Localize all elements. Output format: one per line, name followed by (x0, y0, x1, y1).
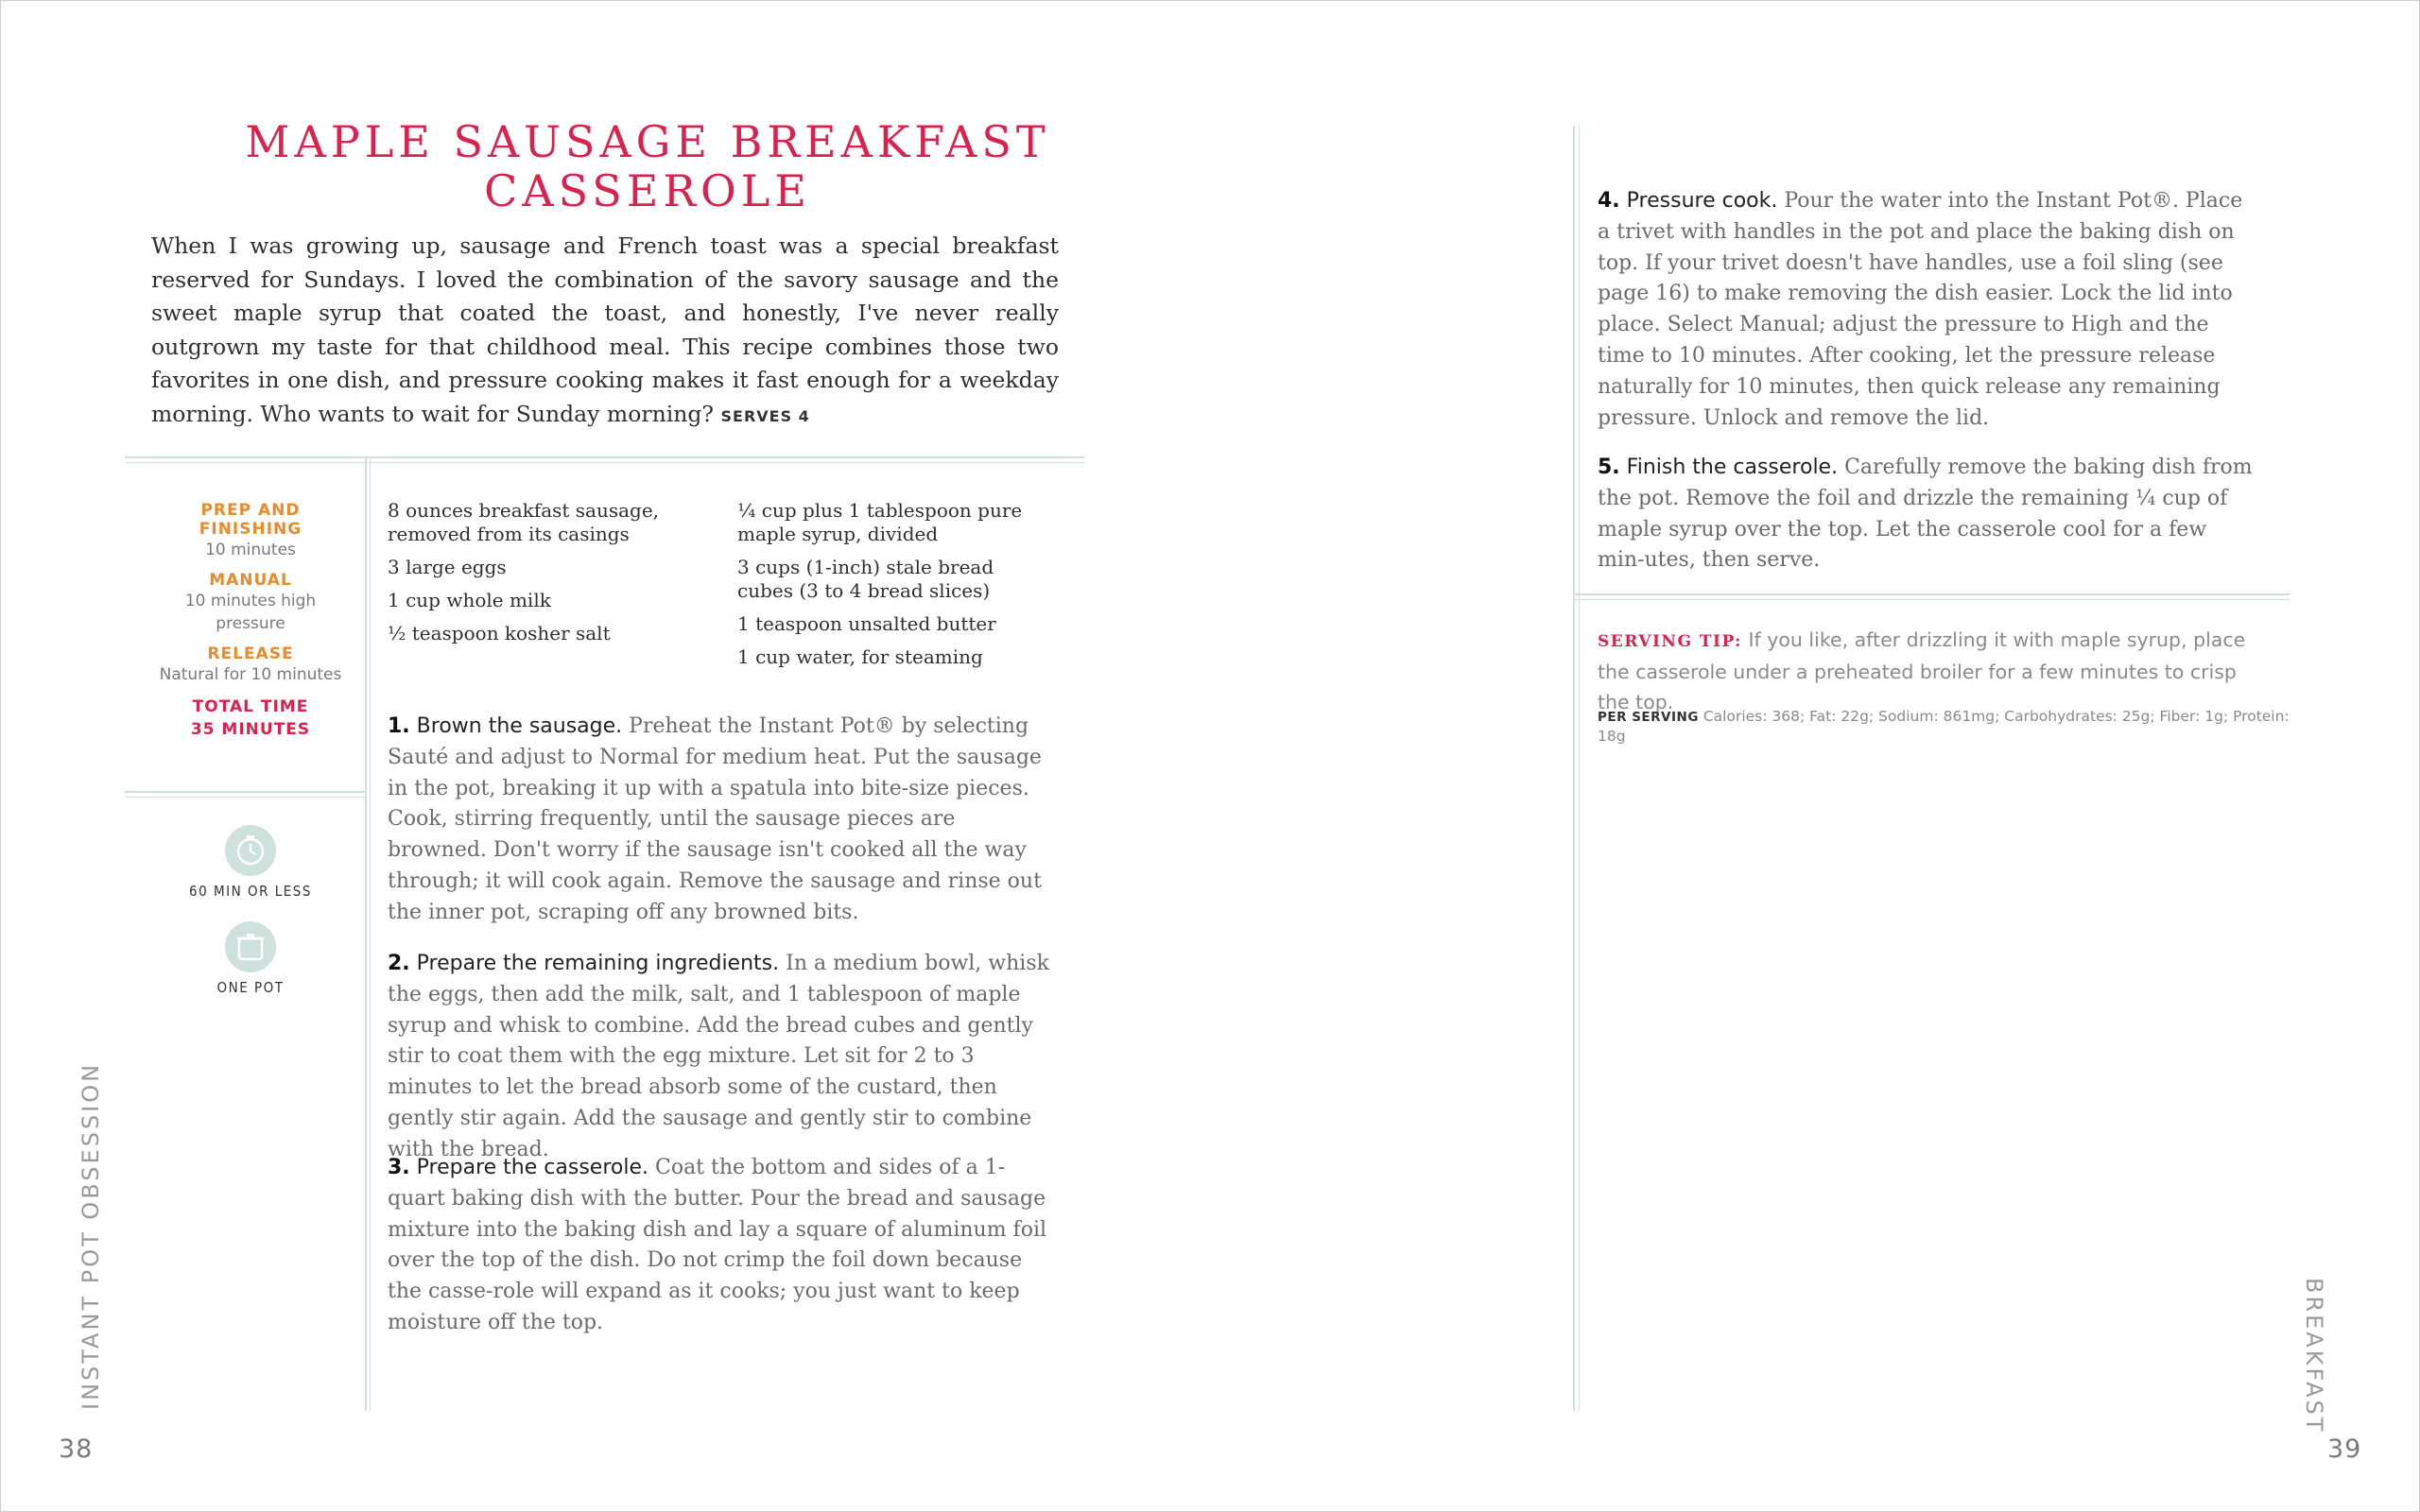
prep-label: PREP AND (200, 501, 301, 520)
page-number-right: 39 (2327, 1435, 2362, 1464)
ingredient-item: 1 cup whole milk (388, 589, 551, 611)
recipe-title (123, 117, 1172, 216)
top-rule (125, 456, 1084, 458)
pot-icon (225, 921, 276, 972)
ingredient-item: 3 cups (1-inch) stale bread cubes (3 to 4 bread slices) (737, 556, 994, 602)
release-value: Natural for 10 minutes (159, 665, 342, 684)
ingredients-right (737, 499, 1078, 679)
tip-rule (1575, 593, 2290, 595)
step-1: 1. Brown the sausage. Preheat the Instant Pot® by selecting Sauté and adjust to Normal for medium heat. Put the sausage in the pot, breaking it up with a spatula into bite-size pieces. Cook, stirring frequently, until the sausage pieces are browned. Don't worry if the sausage isn't cooked all the way through; it will cook again. Remove the sausage and rinse out the inner pot, scraping off any browned bits. (388, 714, 1042, 924)
ingredient-item: 1 cup water, for steaming (737, 645, 983, 668)
manual-label: MANUAL (209, 571, 292, 590)
title-line-1: MAPLE SAUSAGE BREAKFAST (245, 116, 1050, 167)
clock-icon (225, 825, 276, 876)
title-line-2: CASSEROLE (484, 165, 811, 217)
nutrition-info (1598, 707, 2316, 746)
release-label: RELEASE (207, 644, 294, 663)
badge-60-min-label: 60 MIN OR LESS (189, 883, 312, 900)
right-column-rule (1573, 126, 1575, 1411)
total-time-label: TOTAL TIME (192, 697, 309, 716)
top-rule-thin (125, 462, 1084, 463)
step-4: 4. Pressure cook. Pour the water into the Instant Pot®. Place a trivet with handles in the pot and place the baking dish on top. If your trivet doesn't have handles, use a foil sling (see page 16) to make removing the dish easier. Lock the lid into place. Select Manual; adjust the pressure to High and the time to 10 minutes. After cooking, let the pressure release naturally for 10 minutes, then quick release any remaining pressure. Unlock and remove the lid. (1598, 189, 2243, 430)
time-sidebar (123, 501, 378, 741)
nutrition-label: PER SERVING (1598, 710, 1699, 725)
recipe-intro (151, 230, 1059, 434)
serves-label: SERVES 4 (720, 406, 810, 425)
total-time-value: 35 MINUTES (190, 720, 311, 739)
manual-value-2: pressure (216, 614, 285, 633)
sidebar-rule-thin (125, 797, 367, 798)
running-head-right: BREAKFAST (2301, 1278, 2327, 1435)
ingredient-item: ¼ cup plus 1 tablespoon pure maple syrup, divided (737, 499, 1023, 545)
prep-label-2: FINISHING (199, 520, 302, 539)
page-number-left: 38 (59, 1435, 94, 1464)
prep-value: 10 minutes (205, 541, 296, 559)
ingredient-item: 3 large eggs (388, 556, 507, 578)
step-3: 3. Prepare the casserole. Coat the bottom and sides of a 1-quart baking dish with the butter. Pour the bread and sausage mixture into the baking dish and lay a square of aluminum foil over the top of the dish. Do not crimp the foil down because the casse-role will expand as it cooks; you just want to keep moisture off the top. (388, 1156, 1047, 1334)
nutrition-text: Calories: 368; Fat: 22g; Sodium: 861mg; Carbohydrates: 25g; Fiber: 1g; Protein: 18g (1598, 708, 2290, 745)
ingredients-left (388, 499, 728, 655)
running-head-left: INSTANT POT OBSESSION (78, 1061, 104, 1410)
step-5: 5. Finish the casserole. Carefully remove the baking dish from the pot. Remove the foil and drizzle the remaining ¼ cup of maple syrup over the top. Let the casserole cool for a few min-utes, then serve. (1598, 455, 2253, 573)
intro-text: When I was growing up, sausage and French toast was a special breakfast reserved for Sundays. I loved the combination of the savory sausage and the sweet maple syrup that coated the toast, and honestly, I've never really outgrown my taste for that childhood meal. This recipe combines those two favorites in one dish, and pressure cooking makes it fast enough for a weekday morning. Who wants to wait for Sunday morning? (151, 232, 1059, 427)
right-column-rule-thin (1579, 126, 1580, 1411)
ingredient-item: 8 ounces breakfast sausage, removed from its casings (388, 499, 660, 545)
ingredient-item: 1 teaspoon unsalted butter (737, 612, 996, 635)
tip-rule-thin (1575, 599, 2290, 600)
serving-tip-text: If you like, after drizzling it with maple syrup, place the casserole under a preheated broiler for a few minutes to crisp the top. (1598, 628, 2246, 713)
ingredient-item: ½ teaspoon kosher salt (388, 622, 611, 644)
manual-value: 10 minutes high (184, 592, 317, 610)
badge-one-pot-label: ONE POT (216, 979, 285, 996)
serving-tip (1598, 625, 2273, 717)
step-2: 2. Prepare the remaining ingredients. In a medium bowl, whisk the eggs, then add the milk, salt, and 1 tablespoon of maple syrup and whisk to combine. Add the bread cubes and gently stir to coat them with the egg mixture. Let sit for 2 to 3 minutes to let the bread absorb some of the custard, then gently stir again. Add the sausage and gently stir to combine with the bread. (388, 952, 1049, 1161)
serving-tip-label: SERVING TIP: (1598, 632, 1742, 651)
sidebar-rule (125, 791, 367, 793)
